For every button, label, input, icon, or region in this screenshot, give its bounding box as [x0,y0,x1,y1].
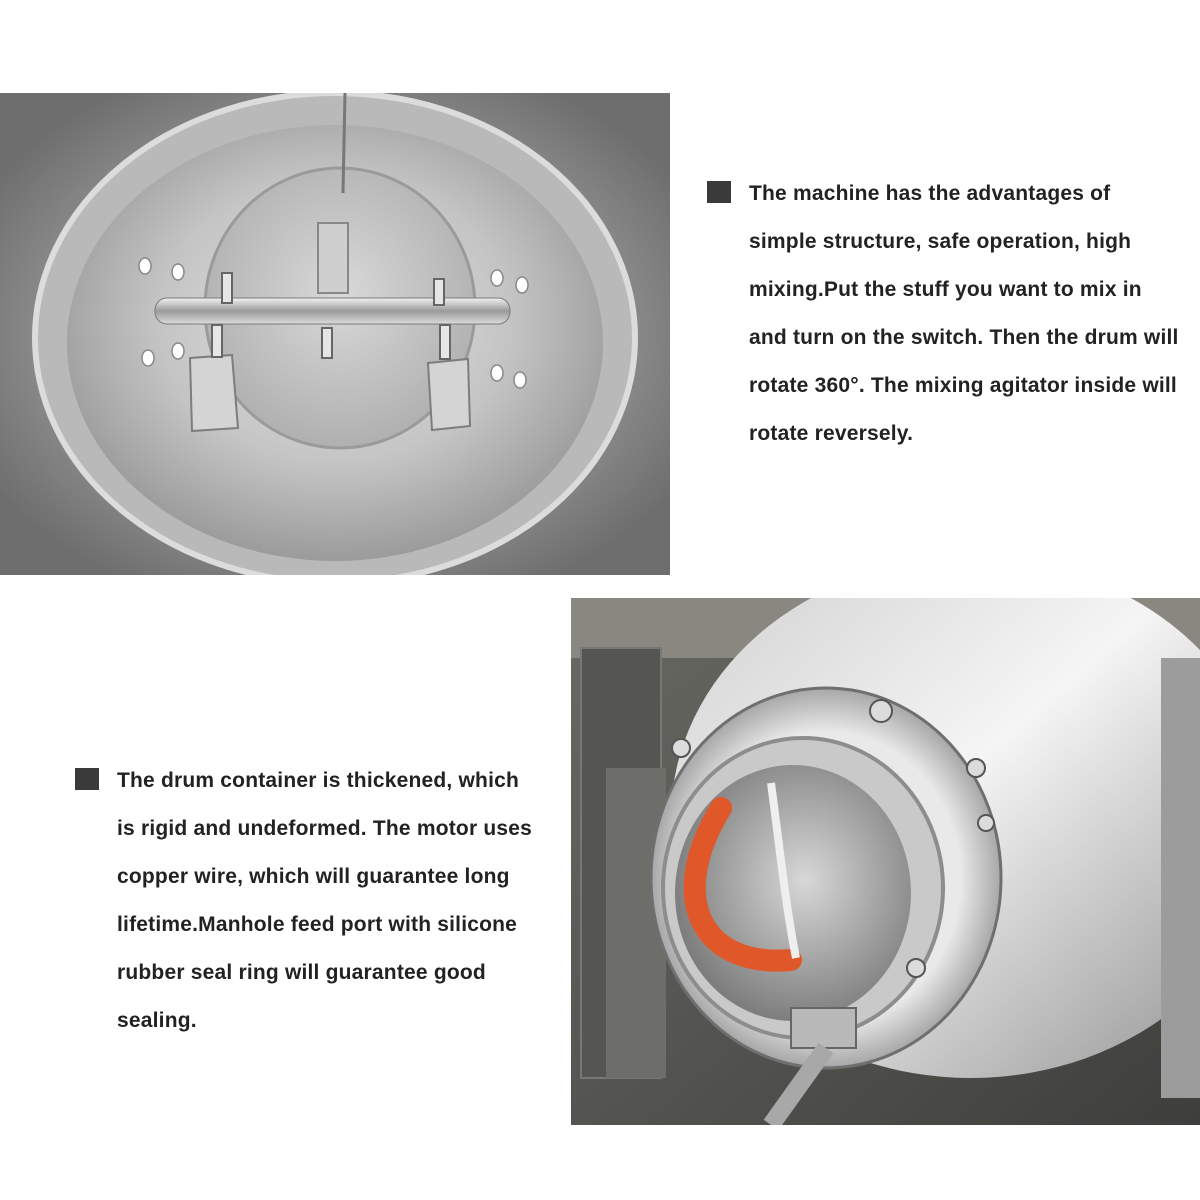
feature-description: The drum container is thickened, which is rigid and undeformed. The motor uses copper wire, which will guarantee long lifetime.Manhole feed port with silicone rubber seal ring will guarantee good sealing. [117,769,533,1032]
feature-simple-structure [707,177,1177,497]
drum-interior-photo [0,93,670,575]
bullet-square-icon [707,181,731,203]
feature-description: The machine has the advantages of simple structure, safe operation, high mixing.Put the stuff you want to mix in and turn on the switch. Then the drum will rotate 360°. The mixing agitator inside will rotate reversely. [749,182,1179,445]
feature-thickened-drum [75,764,545,1044]
feed-port-photo [571,598,1200,1125]
bullet-square-icon [75,768,99,790]
